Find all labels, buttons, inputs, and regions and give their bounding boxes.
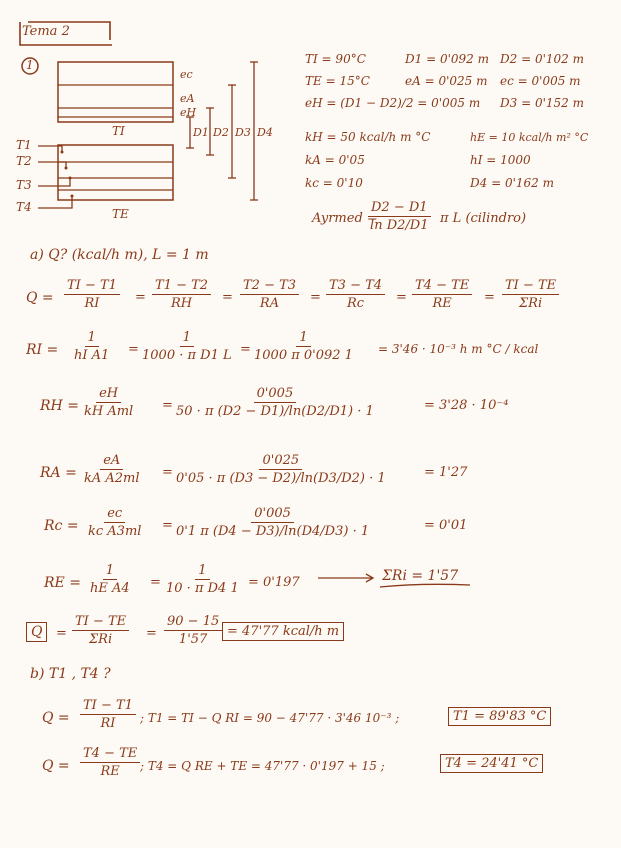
ri-result: = 3'46 · 10⁻³ h m °C / kcal (378, 342, 539, 356)
q1-den: RI (84, 296, 100, 311)
data-d1: D1 = 0'092 m (405, 52, 489, 66)
rh-f1-den: kH Aml (84, 404, 134, 419)
re-label: RE = (44, 575, 81, 591)
data-ti: TI = 90°C (305, 52, 366, 66)
topic-title: Tema 2 (22, 24, 70, 39)
ri-frac-3 (254, 330, 353, 363)
t1-result: T1 = 89'83 °C (448, 707, 551, 726)
layer-label-ea: eA (180, 92, 195, 105)
ri-f3-num: 1 (296, 330, 310, 347)
re-f1-num: 1 (103, 563, 117, 580)
area-denominator: ln D2/D1 (370, 218, 429, 233)
rc-f2-num: 0'005 (251, 506, 294, 523)
equals-sign: = (128, 342, 139, 357)
ri-f2-num: 1 (180, 330, 194, 347)
ri-f1-num: 1 (85, 330, 99, 347)
q-chain-term-3 (240, 278, 299, 311)
equals-sign: = (162, 398, 173, 413)
data-kc: kc = 0'10 (305, 176, 363, 190)
rh-f2-den: 50 · π (D2 − D1)/ln(D2/D1) · 1 (176, 404, 374, 419)
rc-frac-2 (176, 506, 369, 539)
outside-temp-label: TE (112, 207, 129, 221)
rc-label: Rc = (44, 518, 79, 534)
b1-den: RI (100, 716, 116, 731)
b1-num: TI − T1 (80, 698, 136, 715)
data-kh: kH = 50 kcal/h m °C (305, 130, 431, 144)
data-d3: D3 = 0'152 m (500, 96, 584, 110)
ra-f1-num: eA (100, 453, 123, 470)
rh-result: = 3'28 · 10⁻⁴ (424, 398, 509, 413)
q4-den: Rc (346, 296, 365, 311)
rh-frac-1 (84, 386, 133, 419)
b2-den: RE (100, 764, 120, 779)
data-he: hE = 10 kcal/h m² °C (470, 131, 589, 144)
q5-num: T4 − TE (412, 278, 472, 295)
q3-num: T2 − T3 (240, 278, 299, 295)
dim-label-d1: D1 (193, 126, 209, 139)
q-f1-den: ΣRi (88, 632, 113, 647)
q-result: = 47'77 kcal/h m (222, 622, 344, 641)
data-ea: eA = 0'025 m (405, 74, 488, 88)
q-chain-label: Q = (26, 290, 54, 306)
q-f2-num: 90 − 15 (164, 614, 222, 631)
temp-label-t1: T1 (16, 138, 32, 152)
q6-den: ΣRi (518, 296, 543, 311)
ra-frac-1 (84, 453, 140, 486)
q-chain-term-1 (64, 278, 120, 311)
ri-frac-1 (74, 330, 109, 363)
layer-label-ec: ec (180, 68, 193, 81)
ri-f3-den: 1000 π 0'092 1 (254, 348, 353, 363)
data-d4: D4 = 0'162 m (470, 176, 554, 190)
b1-frac (80, 698, 136, 731)
ra-f1-den: kA A2ml (84, 471, 140, 486)
equals-sign: = (310, 290, 321, 305)
area-label: Ayrmed = (312, 211, 378, 226)
re-f2-den: 10 · π D4 1 (166, 581, 239, 596)
resistance-sum: ΣRi = 1'57 (382, 568, 459, 584)
b2-num: T4 − TE (80, 746, 140, 763)
re-f1-den: hE A4 (90, 581, 130, 596)
ri-f1-den: hI A1 (74, 348, 110, 363)
inside-temp-label: TI (112, 124, 125, 138)
q-f2-den: 1'57 (178, 632, 208, 647)
rh-f2-num: 0'005 (254, 386, 297, 403)
q1-num: TI − T1 (64, 278, 120, 295)
q-f1-num: TI − TE (72, 614, 129, 631)
q-label: Q (26, 622, 47, 642)
layer-label-eh: eH (180, 106, 197, 119)
q4-num: T3 − T4 (326, 278, 385, 295)
dim-label-d3: D3 (235, 126, 251, 139)
equals-sign: = (396, 290, 407, 305)
temp-label-t3: T3 (16, 178, 32, 192)
part-a-question: a) Q? (kcal/h m), L = 1 m (30, 247, 209, 263)
b1-work: ; T1 = TI − Q RI = 90 − 47'77 · 3'46 10⁻³ ; (140, 711, 400, 725)
area-numerator: D2 − D1 (368, 200, 431, 217)
ri-frac-2 (142, 330, 232, 363)
equals-sign: = (222, 290, 233, 305)
ra-f2-den: 0'05 · π (D3 − D2)/ln(D3/D2) · 1 (176, 471, 386, 486)
ri-label: RI = (26, 342, 59, 358)
rh-label: RH = (40, 398, 79, 414)
q5-den: RE (432, 296, 452, 311)
b2-label: Q = (42, 758, 70, 774)
temp-label-t4: T4 (16, 200, 32, 214)
dim-label-d4: D4 (257, 126, 273, 139)
rh-frac-2 (176, 386, 374, 419)
b1-label: Q = (42, 710, 70, 726)
equals-sign: = (150, 575, 161, 590)
equals-sign: = (146, 626, 157, 641)
data-ec: ec = 0'005 m (500, 74, 581, 88)
rc-result: = 0'01 (424, 518, 468, 533)
q-chain-term-4 (326, 278, 385, 311)
q-chain-term-5 (412, 278, 472, 311)
equals-sign: = (135, 290, 146, 305)
equals-sign: = (56, 626, 67, 641)
q3-den: RA (259, 296, 280, 311)
temp-label-t2: T2 (16, 154, 32, 168)
rc-frac-1 (88, 506, 141, 539)
equals-sign: = (162, 518, 173, 533)
ra-frac-2 (176, 453, 386, 486)
equals-sign: = (484, 290, 495, 305)
q2-num: T1 − T2 (152, 278, 211, 295)
re-result: = 0'197 (248, 575, 300, 590)
q-chain-term-6 (502, 278, 559, 311)
dim-label-d2: D2 (213, 126, 229, 139)
q6-num: TI − TE (502, 278, 559, 295)
equals-sign: = (240, 342, 251, 357)
rc-f2-den: 0'1 π (D4 − D3)/ln(D4/D3) · 1 (176, 524, 370, 539)
ra-label: RA = (40, 465, 77, 481)
q-frac-1 (72, 614, 129, 647)
data-ka: kA = 0'05 (305, 153, 365, 167)
b2-frac (80, 746, 140, 779)
area-tail: π L (cilindro) (440, 211, 527, 226)
equals-sign: = (162, 465, 173, 480)
data-d2: D2 = 0'102 m (500, 52, 584, 66)
ra-result: = 1'27 (424, 465, 468, 480)
t4-result: T4 = 24'41 °C (440, 754, 543, 773)
q-frac-2 (164, 614, 222, 647)
b2-work: ; T4 = Q RE + TE = 47'77 · 0'197 + 15 ; (140, 759, 385, 773)
part-b-question: b) T1 , T4 ? (30, 666, 111, 682)
data-eh: eH = (D1 − D2)/2 = 0'005 m (305, 96, 481, 110)
data-hi: hI = 1000 (470, 153, 531, 167)
rh-f1-num: eH (96, 386, 121, 403)
q-chain-term-2 (152, 278, 211, 311)
rc-f1-num: ec (104, 506, 125, 523)
ra-f2-num: 0'025 (259, 453, 302, 470)
ri-f2-den: 1000 · π D1 L (142, 348, 232, 363)
re-f2-num: 1 (195, 563, 209, 580)
area-fraction (368, 200, 431, 233)
re-frac-1 (90, 563, 130, 596)
data-te: TE = 15°C (305, 74, 370, 88)
q2-den: RH (170, 296, 193, 311)
problem-number: 1 (26, 58, 34, 72)
re-frac-2 (166, 563, 239, 596)
rc-f1-den: kc A3ml (88, 524, 142, 539)
